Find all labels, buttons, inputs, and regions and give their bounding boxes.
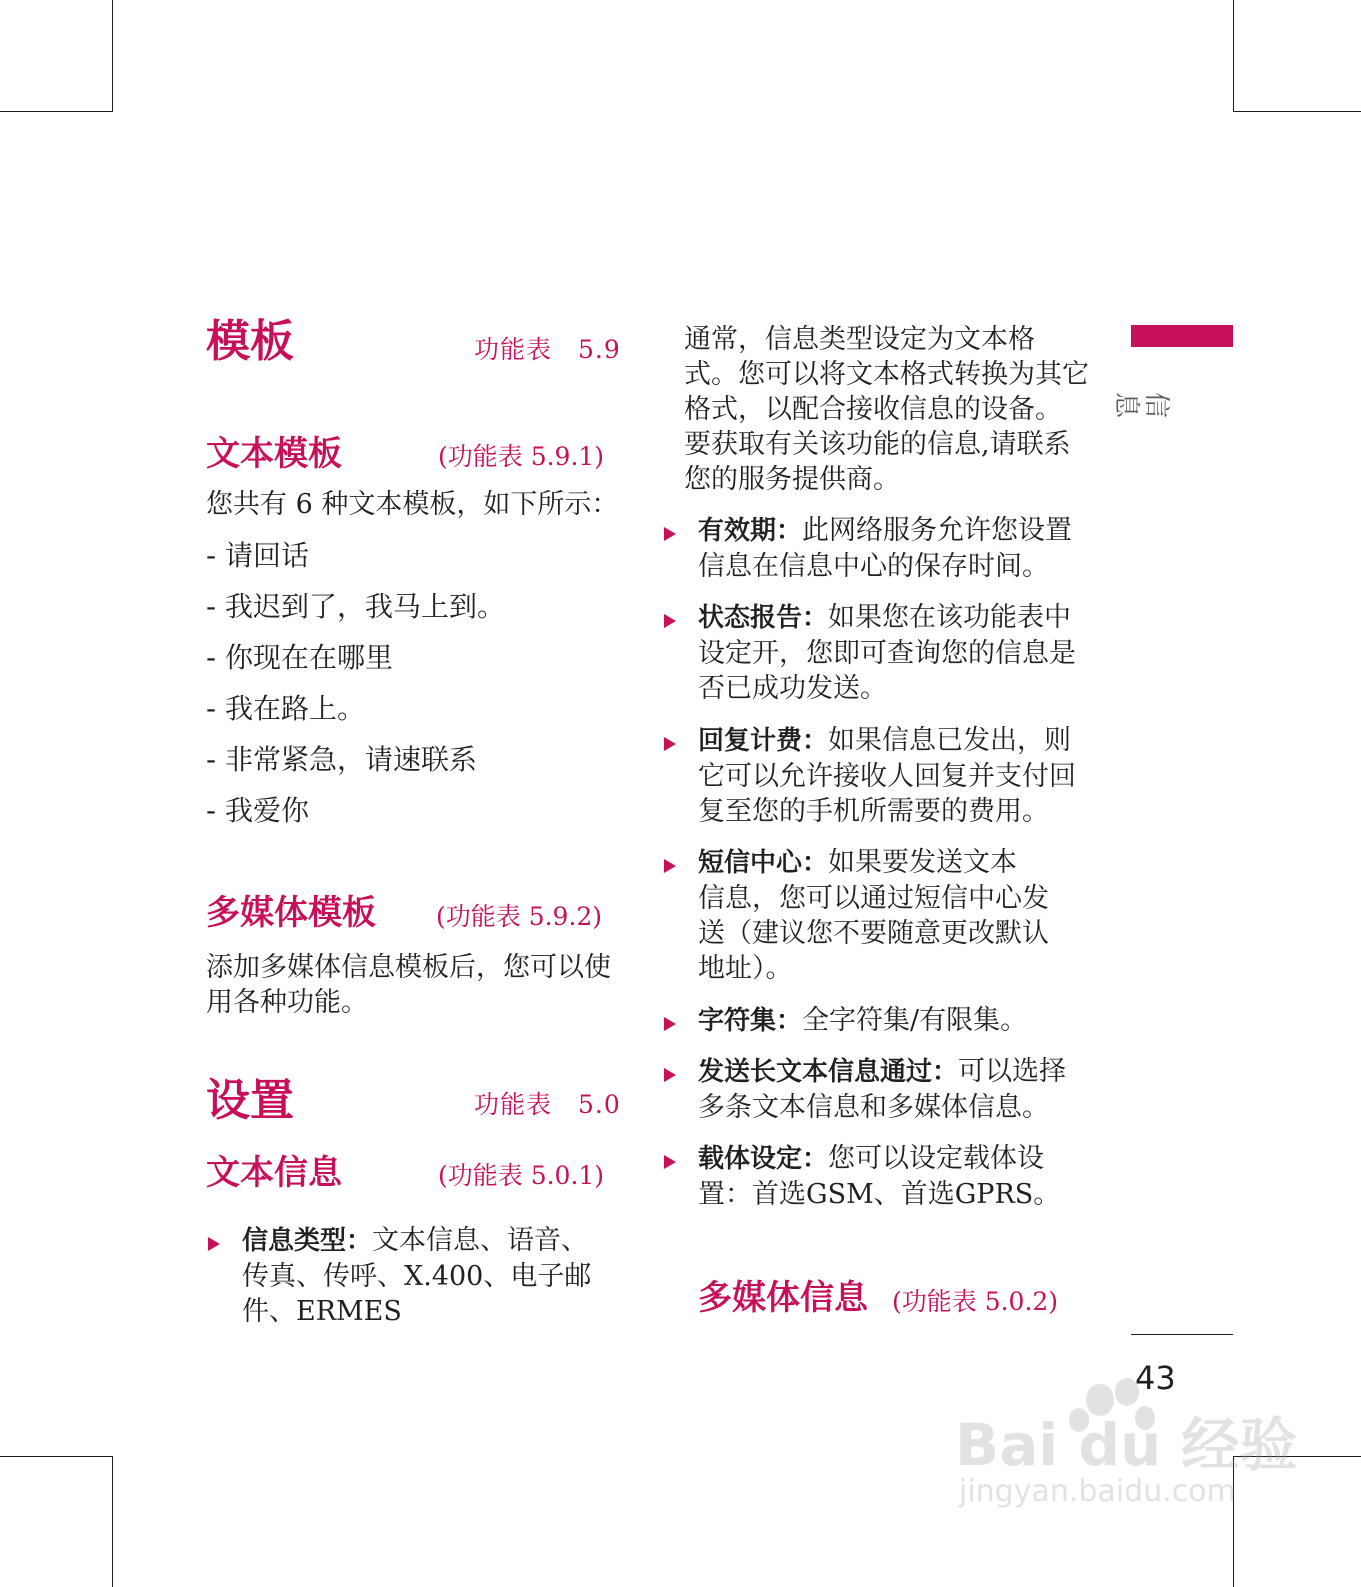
bullet-text: 复至您的手机所需要的费用。	[698, 796, 1049, 827]
list-item: - 非常紧急，请速联系	[206, 743, 478, 776]
bullet-icon	[664, 1068, 676, 1082]
menu-ref-templates: 功能表 5.9	[474, 335, 621, 364]
bullet-text: 此网络服务允许您设置	[802, 515, 1073, 546]
baidu-watermark	[955, 1370, 1298, 1520]
bullet-text: 您可以设定载体设	[828, 1143, 1045, 1174]
bullet-text: 如果信息已发出，则	[828, 725, 1072, 756]
menu-ref-settings: 功能表 5.0	[474, 1090, 621, 1119]
bullet-sms-center	[698, 845, 1049, 986]
list-item: - 我在路上。	[206, 692, 366, 725]
side-tab-label	[1111, 375, 1171, 435]
bullet-text: 否已成功发送。	[698, 673, 887, 704]
bullet-validity	[698, 513, 1072, 584]
bullet-text: 地址）。	[698, 953, 793, 984]
right-intro-paragraph	[684, 322, 1089, 497]
bullet-long-text	[698, 1054, 1066, 1125]
bullet-label: 状态报告：	[698, 603, 829, 633]
bullet-label: 字符集：	[698, 1006, 803, 1036]
crop-mark	[112, 1456, 113, 1587]
bullet-label: 发送长文本信息通过：	[698, 1057, 959, 1087]
bullet-bearer	[698, 1141, 1060, 1212]
intro-line: 要获取有关该功能的信息,请联系	[684, 429, 1071, 460]
bullet-label: 短信中心：	[698, 848, 829, 878]
crop-mark	[0, 1456, 113, 1457]
bullet-text: 多条文本信息和多媒体信息。	[698, 1092, 1049, 1123]
bullet-charset	[698, 1003, 1027, 1039]
bullet-text: 信息在信息中心的保存时间。	[698, 551, 1049, 582]
list-item: - 请回话	[206, 539, 310, 572]
intro-line: 您的服务提供商。	[684, 464, 900, 495]
side-tab-bar	[1131, 325, 1233, 347]
bullet-text: 置：首选GSM、首选GPRS。	[698, 1179, 1061, 1210]
subsection-title-text-message: 文本信息	[206, 1153, 342, 1193]
footer-rule	[1131, 1334, 1233, 1335]
bullet-text: 设定开，您即可查询您的信息是	[698, 638, 1076, 669]
bullet-text: 如果要发送文本	[828, 847, 1018, 878]
bullet-icon	[664, 737, 676, 751]
menu-ref-text-templates: (功能表 5.9.1)	[438, 442, 605, 471]
section-title-templates: 模板	[206, 316, 294, 367]
template-list	[206, 530, 505, 836]
section-title-settings: 设置	[206, 1075, 294, 1126]
menu-ref-mms-message: (功能表 5.0.2)	[892, 1287, 1059, 1316]
intro-line: 通常，信息类型设定为文本格	[684, 324, 1035, 355]
bullet-icon	[664, 527, 676, 541]
bullet-status-report	[698, 600, 1076, 706]
bullet-text: 信息，您可以通过短信中心发	[698, 883, 1049, 914]
bullet-text: 全字符集/有限集。	[802, 1005, 1028, 1036]
crop-mark	[0, 111, 113, 112]
list-item: - 我迟到了，我马上到。	[206, 590, 506, 623]
subsection-title-text-templates: 文本模板	[206, 434, 342, 474]
bullet-reply-charging	[698, 723, 1076, 829]
bullet-text: 如果您在该功能表中	[828, 602, 1072, 633]
bullet-text: 它可以允许接收人回复并支付回	[698, 761, 1076, 792]
list-item: - 我爱你	[206, 794, 310, 827]
bullet-text: 送（建议您不要随意更改默认	[698, 918, 1049, 949]
mms-templates-body-line: 添加多媒体信息模板后，您可以使	[206, 952, 611, 983]
bullet-text: 文本信息、语音、	[372, 1225, 589, 1256]
mms-templates-body-line: 用各种功能。	[206, 987, 368, 1018]
menu-ref-text-message: (功能表 5.0.1)	[438, 1161, 605, 1190]
subsection-title-mms-templates: 多媒体模板	[206, 893, 376, 933]
watermark-brand: Bai du 经验	[955, 1411, 1298, 1479]
bullet-label: 信息类型：	[242, 1226, 373, 1256]
bullet-message-type	[242, 1223, 591, 1329]
text-templates-intro: 您共有 6 种文本模板，如下所示：	[206, 489, 619, 520]
menu-ref-mms-templates: (功能表 5.9.2)	[436, 902, 603, 931]
page-number: 43	[1135, 1359, 1176, 1397]
intro-line: 格式，以配合接收信息的设备。	[684, 394, 1062, 425]
subsection-title-mms-message: 多媒体信息	[698, 1278, 868, 1318]
bullet-icon	[664, 614, 676, 628]
bullet-icon	[664, 1155, 676, 1169]
bullet-icon	[208, 1237, 220, 1251]
bullet-text: 可以选择	[958, 1056, 1067, 1087]
bullet-label: 载体设定：	[698, 1144, 829, 1174]
watermark-url: jingyan.baidu.com	[959, 1474, 1236, 1509]
intro-line: 式。您可以将文本格式转换为其它	[684, 359, 1089, 390]
bullet-icon	[664, 1017, 676, 1031]
bullet-text: 传真、传呼、X.400、电子邮	[242, 1261, 592, 1292]
side-tab-text: 信息	[1111, 391, 1171, 418]
crop-mark	[112, 0, 113, 112]
bullet-label: 回复计费：	[698, 726, 829, 756]
bullet-label: 有效期：	[698, 516, 803, 546]
bullet-icon	[664, 859, 676, 873]
crop-mark	[1233, 0, 1234, 112]
list-item: - 你现在在哪里	[206, 641, 394, 674]
crop-mark	[1233, 111, 1361, 112]
bullet-text: 件、ERMES	[242, 1296, 402, 1327]
